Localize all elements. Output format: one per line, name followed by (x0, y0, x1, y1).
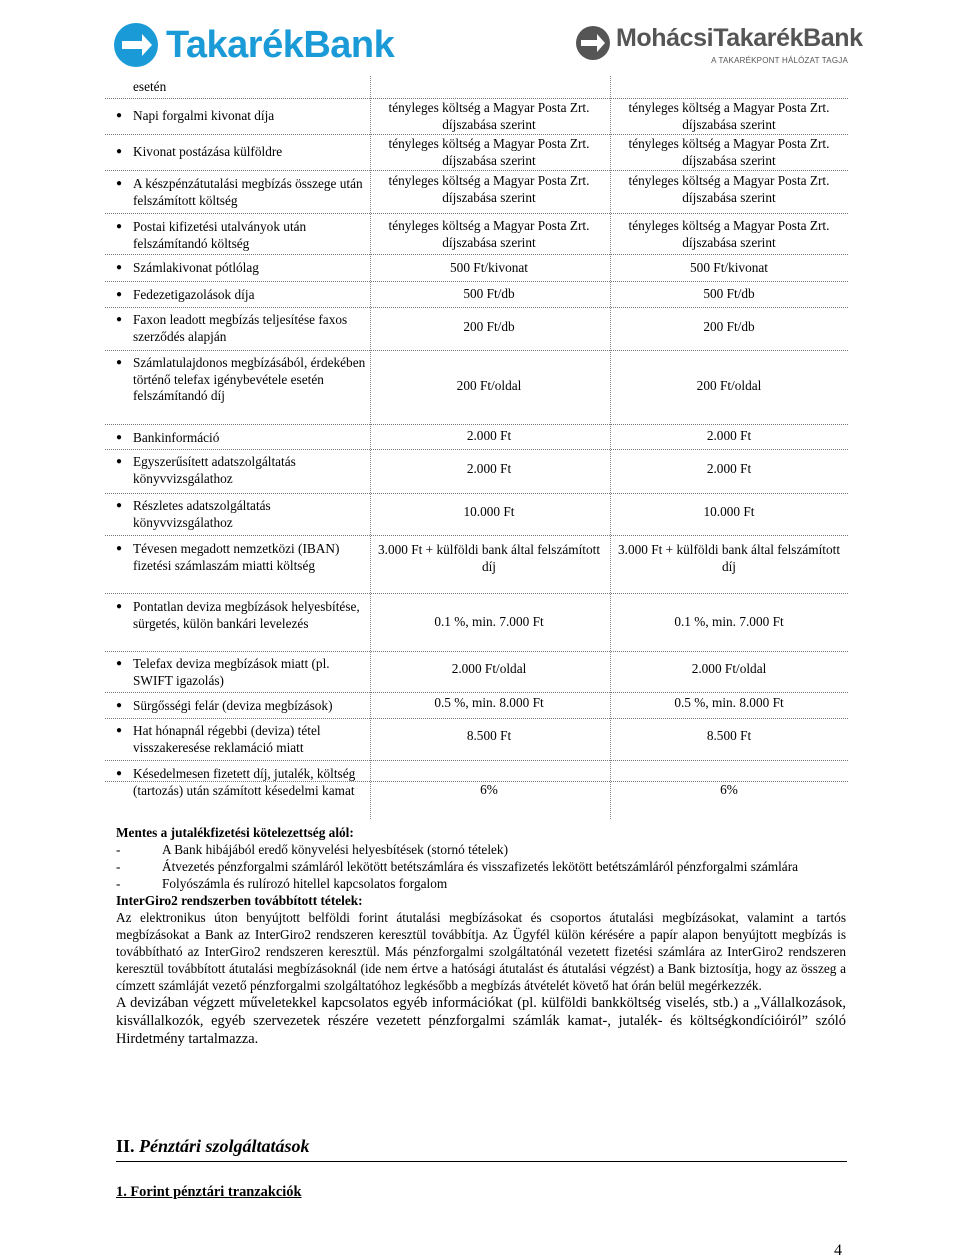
section-number: II. (116, 1136, 135, 1156)
fee-value-col1: tényleges költség a Magyar Posta Zrt. díjszabása szerint (388, 136, 590, 168)
fee-value-col1: tényleges költség a Magyar Posta Zrt. díjszabása szerint (388, 173, 590, 205)
table-row (105, 170, 848, 213)
table-row (105, 449, 848, 493)
fee-value-col1: 500 Ft/db (463, 286, 515, 301)
row-label: Bankinformáció (133, 430, 220, 445)
section-divider (116, 1161, 847, 1162)
table-row (105, 718, 848, 760)
bullet-icon: ● (115, 221, 123, 232)
table-row (105, 281, 848, 307)
bullet-icon: ● (115, 543, 123, 554)
table-row (105, 213, 848, 254)
bullet-icon: ● (115, 601, 123, 612)
fee-value-col1: tényleges költség a Magyar Posta Zrt. díjszabása szerint (388, 100, 590, 132)
fee-value-col2: 200 Ft/oldal (696, 378, 762, 393)
exempt-item: Folyószámla és rulírozó hitellel kapcsolatos forgalom (162, 876, 448, 891)
bullet-icon: ● (115, 768, 123, 779)
fee-value-col2: 0.5 %, min. 8.000 Ft (674, 695, 784, 710)
fee-value-col1: 2.000 Ft/oldal (451, 661, 527, 676)
page-number: 4 (834, 1242, 842, 1259)
fee-value-col1: 500 Ft/kivonat (450, 260, 528, 275)
table-row (105, 493, 848, 535)
row-label: Tévesen megadott nemzetközi (IBAN) fizetési számlaszám miatti költség (133, 541, 340, 573)
intergiro-text: Az elektronikus úton benyújtott belföldi forint átutalási megbízásokat és csoportos átutalási megbízásokat, valamint a tartós megbízásokat a Bank az InterGiro2 rendszeren keresztül továbbítja. Az Ügyfél külön kérésére a papír alapon benyújtott megbízás is továbbítható az InterGiro2 rendszeren keresztül. Más pénzforgalmi szolgáltatónál vezetett fizetési számlára az InterGiro2 rendszeren keresztül továbbított átutalási megbízásoknál (ide nem értve a hatósági átutalást és átutalási végzést) a Bank biztosítja, hogy az összeg a címzett számláját vezető pénzforgalmi szolgáltatóhoz legkésőbb a megbízás átvételét követő hat órán belül megérkezzék. (116, 910, 846, 993)
bullet-icon: ● (115, 432, 123, 443)
bullet-icon: ● (115, 110, 123, 121)
row-label: Faxon leadott megbízás teljesítése faxos szerződés alapján (133, 312, 348, 344)
table-row (105, 424, 848, 449)
table-bottom-border (105, 781, 848, 782)
table-row (105, 350, 848, 424)
row-label: Egyszerűsített adatszolgáltatás könyvvizsgálathoz (133, 454, 296, 486)
fee-value-col2: tényleges költség a Magyar Posta Zrt. díjszabása szerint (628, 100, 830, 132)
fee-value-col1: 2.000 Ft (466, 461, 512, 476)
table-row (105, 134, 848, 170)
row-label: Pontatlan deviza megbízások helyesbítése, sürgetés, külön bankári levelezés (133, 599, 360, 631)
fee-value-col2: 0.1 %, min. 7.000 Ft (674, 614, 784, 629)
table-row (105, 98, 848, 134)
bullet-icon: ● (115, 289, 123, 300)
fee-value-col2: 3.000 Ft + külföldi bank által felszámított díj (617, 542, 841, 574)
table-row (105, 535, 848, 593)
fee-value-col1: 8.500 Ft (466, 728, 512, 743)
row-label: Fedezetigazolások díja (133, 287, 255, 302)
fee-value-col2: 6% (720, 782, 738, 797)
fee-value-col2: tényleges költség a Magyar Posta Zrt. díjszabása szerint (628, 173, 830, 205)
exempt-title: Mentes a jutalékfizetési kötelezettség alól: (116, 825, 354, 840)
row-label: Kivonat postázása külföldre (133, 144, 283, 159)
fee-value-col1: 200 Ft/db (463, 319, 515, 334)
mohacsi-logo-text: MohácsiTakarékBank (616, 24, 863, 52)
takarekbank-logo-icon (112, 21, 160, 69)
table-row (105, 254, 848, 281)
fee-value-col2: 500 Ft/kivonat (690, 260, 768, 275)
mohacsi-takarekbank-logo (574, 22, 863, 70)
table-row (105, 692, 848, 718)
fee-table (105, 76, 848, 819)
bullet-icon: ● (115, 658, 123, 669)
fee-value-col2: 8.500 Ft (706, 728, 752, 743)
bullet-icon: ● (115, 262, 123, 273)
table-row (105, 76, 848, 98)
bullet-icon: ● (115, 456, 123, 467)
exempt-item: A Bank hibájából eredő könyvelési helyesbítések (stornó tételek) (162, 842, 508, 857)
notes-section (116, 824, 846, 1048)
list-item: - Átvezetés pénzforgalmi számláról lekötött betétszámlára és visszafizetés lekötött betétszámláról pénzforgalmi számlára (116, 859, 799, 874)
bullet-icon: ● (115, 178, 123, 189)
fee-value-col1: 0.5 %, min. 8.000 Ft (434, 695, 544, 710)
fee-value-col1: 200 Ft/oldal (456, 378, 522, 393)
table-row (105, 760, 848, 819)
table-row (105, 593, 848, 651)
fee-value-col2: tényleges költség a Magyar Posta Zrt. díjszabása szerint (628, 136, 830, 168)
list-item: - A Bank hibájából eredő könyvelési helyesbítések (stornó tételek) (116, 842, 508, 857)
fee-value-col2: 2.000 Ft (706, 461, 752, 476)
bullet-icon: ● (115, 725, 123, 736)
row-label: Telefax deviza megbízások miatt (pl. SWIFT igazolás) (133, 656, 330, 688)
fee-value-col2: 10.000 Ft (703, 504, 755, 519)
takarekbank-logo-text: TakarékBank (166, 23, 395, 66)
bullet-icon: ● (115, 700, 123, 711)
row-label: Postai kifizetési utalványok után felszámítandó költség (133, 219, 307, 251)
fee-value-col2: 200 Ft/db (703, 319, 755, 334)
bullet-icon: ● (115, 314, 123, 325)
bullet-icon: ● (115, 500, 123, 511)
fee-value-col2: 500 Ft/db (703, 286, 755, 301)
fee-value-col2: tényleges költség a Magyar Posta Zrt. díjszabása szerint (628, 218, 830, 250)
fee-value-col1: 3.000 Ft + külföldi bank által felszámított díj (377, 542, 601, 574)
subsection-title: 1. Forint pénztári tranzakciók (116, 1184, 302, 1200)
row-label: Számlatulajdonos megbízásából, érdekében történő telefax igénybevétele esetén felszámítandó díj (133, 355, 366, 403)
fee-value-col1: 6% (480, 782, 498, 797)
row-label: Hat hónapnál régebbi (deviza) tétel visszakeresése reklamáció miatt (133, 723, 321, 755)
row-label: A készpénzátutalási megbízás összege után felszámított költség (133, 176, 363, 208)
intergiro-title: InterGiro2 rendszerben továbbított tételek: (116, 893, 363, 908)
fee-value-col2: 2.000 Ft/oldal (691, 661, 767, 676)
row-label: Napi forgalmi kivonat díja (133, 108, 275, 123)
table-row (105, 651, 848, 692)
table-row (105, 307, 848, 350)
exempt-item: Átvezetés pénzforgalmi számláról lekötött betétszámlára és visszafizetés lekötött betétszámláról pénzforgalmi számlára (162, 859, 799, 874)
mohacsi-logo-tagline: A TAKARÉKPONT HÁLÓZAT TAGJA (711, 56, 848, 65)
row-label: esetén (133, 79, 167, 94)
takarekbank-logo (112, 18, 394, 72)
row-label: Részletes adatszolgáltatás könyvvizsgálathoz (133, 498, 271, 530)
section-title (116, 1136, 310, 1157)
fee-value-col1: 10.000 Ft (463, 504, 515, 519)
row-label: Sürgősségi felár (deviza megbízások) (133, 698, 333, 713)
fee-value-col1: 0.1 %, min. 7.000 Ft (434, 614, 544, 629)
row-label: Késedelmesen fizetett díj, jutalék, költség (tartozás) után számított késedelmi kamat (133, 766, 356, 798)
fee-value-col1: tényleges költség a Magyar Posta Zrt. díjszabása szerint (388, 218, 590, 250)
row-label: Számlakivonat pótlólag (133, 260, 259, 275)
fee-value-col1: 2.000 Ft (466, 428, 512, 443)
mohacsi-logo-icon (574, 24, 612, 62)
bullet-icon: ● (115, 146, 123, 157)
list-item: - Folyószámla és rulírozó hitellel kapcsolatos forgalom (116, 876, 448, 891)
deviza-text: A devizában végzett műveletekkel kapcsolatos egyéb információkat (pl. külföldi bankköltség viselés, stb.) a „Vállalkozások, kisvállalkozók, egyéb szervezetek részére vezetett pénzforgalmi számlák kamat-, jutalék- és költségkondícióiról” szóló Hirdetmény tartalmazza. (116, 995, 846, 1047)
section-title-text: Pénztári szolgáltatások (139, 1136, 310, 1156)
bullet-icon: ● (115, 357, 123, 368)
fee-value-col2: 2.000 Ft (706, 428, 752, 443)
